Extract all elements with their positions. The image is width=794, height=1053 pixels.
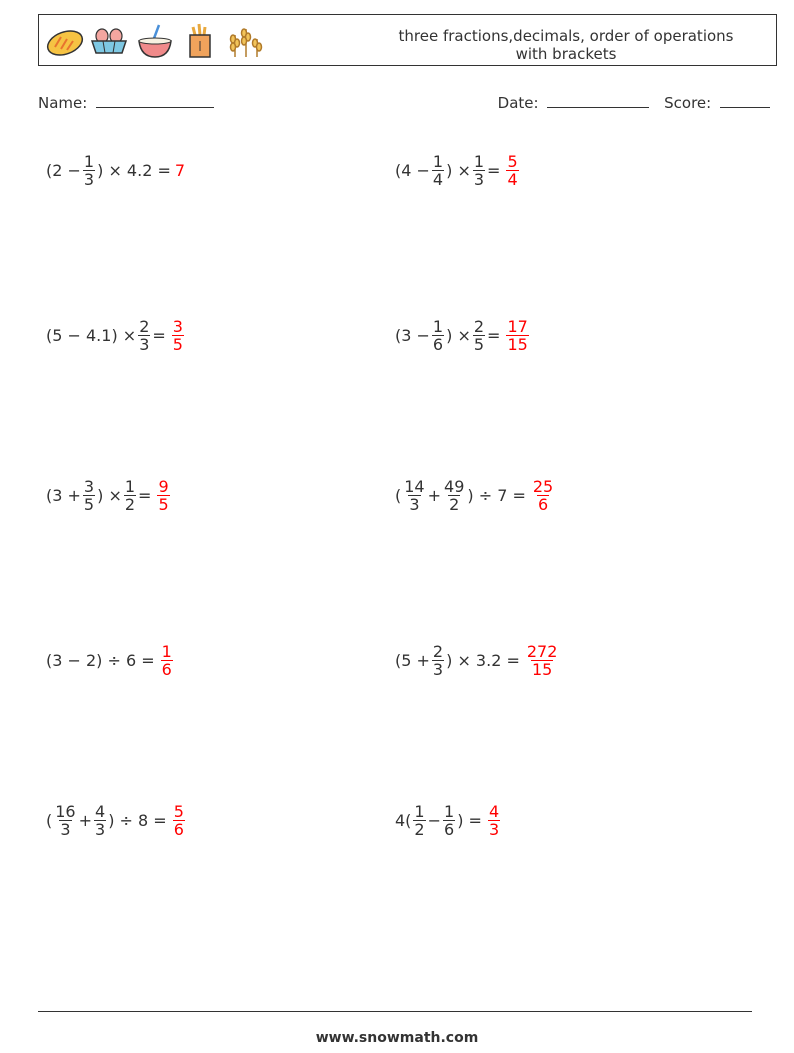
answer <box>532 478 554 513</box>
denominator: 15 <box>531 659 553 679</box>
mixing-bowl-icon <box>135 21 175 61</box>
denominator: 3 <box>409 494 420 514</box>
numerator: 1 <box>444 801 455 821</box>
expression-text: ) = <box>457 810 482 830</box>
egg-carton-icon <box>89 21 129 61</box>
problem-7 <box>46 638 175 682</box>
fraction <box>138 318 150 353</box>
denominator: 5 <box>172 334 183 354</box>
date-blank[interactable] <box>547 93 649 108</box>
numerator: 4 <box>488 801 500 821</box>
expression-text: ( <box>395 485 402 505</box>
numerator: 1 <box>161 641 172 661</box>
denominator: 3 <box>432 659 444 679</box>
expression-text: (4 − <box>395 160 430 180</box>
header-icons <box>43 21 273 61</box>
numerator: 1 <box>124 476 136 496</box>
numerator: 5 <box>173 801 184 821</box>
numerator: 1 <box>432 151 444 171</box>
numerator: 2 <box>139 316 150 336</box>
expression-text: (2 − <box>46 160 81 180</box>
numerator: 272 <box>526 641 558 661</box>
bakery-bag-icon <box>185 21 215 61</box>
denominator: 6 <box>537 494 549 514</box>
fraction <box>124 478 136 513</box>
numerator: 16 <box>55 801 76 821</box>
numerator: 2 <box>473 316 485 336</box>
name-field <box>38 93 214 112</box>
footer-site: www.snowmath.com <box>315 1030 479 1046</box>
numerator: 3 <box>83 476 95 496</box>
expression-text: = <box>138 485 152 505</box>
expression-text: (5 + <box>395 650 430 670</box>
problem-6 <box>395 473 556 517</box>
date-score-fields <box>498 93 770 112</box>
numerator: 25 <box>532 476 554 496</box>
numerator: 3 <box>172 316 183 336</box>
fraction <box>443 803 455 838</box>
answer <box>161 643 173 678</box>
name-blank[interactable] <box>96 93 214 108</box>
denominator: 5 <box>473 334 485 354</box>
expression-text: ) × <box>446 160 471 180</box>
worksheet-title <box>366 27 766 63</box>
expression-text: ) ÷ 7 = <box>467 485 526 505</box>
numerator: 1 <box>414 801 425 821</box>
expression-text: (3 + <box>46 485 81 505</box>
fraction <box>413 803 425 838</box>
score-blank[interactable] <box>720 93 770 108</box>
expression-text: ) × <box>446 325 471 345</box>
numerator: 1 <box>83 151 95 171</box>
fraction <box>443 478 465 513</box>
expression-text: 4( <box>395 810 412 830</box>
answer <box>172 318 184 353</box>
expression-text: ) ÷ 8 = <box>108 810 167 830</box>
denominator: 6 <box>432 334 444 354</box>
expression-text: = <box>487 160 501 180</box>
title-line-2: with brackets <box>515 45 617 63</box>
answer <box>488 803 500 838</box>
denominator: 6 <box>173 819 184 839</box>
numerator: 4 <box>95 801 106 821</box>
expression-text: − <box>427 810 442 830</box>
denominator: 3 <box>83 169 95 189</box>
footer-divider <box>38 1011 752 1012</box>
numerator: 17 <box>507 316 528 336</box>
problem-9 <box>46 798 187 842</box>
expression-text: ) × <box>97 485 122 505</box>
name-label: Name: <box>38 94 88 112</box>
fraction <box>83 478 95 513</box>
problem-4 <box>395 313 531 357</box>
expression-text: = <box>152 325 166 345</box>
answer <box>506 318 528 353</box>
fraction <box>432 643 444 678</box>
numerator: 2 <box>432 641 444 661</box>
expression-text: ) × 4.2 = <box>97 160 171 180</box>
denominator: 2 <box>124 494 136 514</box>
bread-icon <box>45 21 85 61</box>
answer <box>506 153 518 188</box>
denominator: 5 <box>158 494 169 514</box>
denominator: 3 <box>60 819 71 839</box>
denominator: 4 <box>507 169 518 189</box>
title-line-1: three fractions,decimals, order of operations <box>398 27 734 45</box>
answer <box>173 803 185 838</box>
numerator: 14 <box>404 476 425 496</box>
denominator: 4 <box>432 169 444 189</box>
denominator: 3 <box>473 169 485 189</box>
problem-1 <box>46 148 185 192</box>
denominator: 3 <box>488 819 500 839</box>
numerator: 9 <box>158 476 169 496</box>
fraction <box>432 153 444 188</box>
denominator: 15 <box>507 334 528 354</box>
answer <box>526 643 559 678</box>
answer <box>157 478 169 513</box>
wheat-icon <box>225 21 267 61</box>
denominator: 6 <box>444 819 455 839</box>
numerator: 1 <box>473 151 485 171</box>
expression-text: (5 − 4.1) × <box>46 325 137 345</box>
fraction <box>473 153 485 188</box>
denominator: 3 <box>139 334 150 354</box>
expression-text: ( <box>46 810 53 830</box>
score-label: Score: <box>664 94 712 112</box>
denominator: 5 <box>83 494 95 514</box>
denominator: 2 <box>449 494 460 514</box>
expression-text: + <box>427 485 442 505</box>
problem-2 <box>395 148 521 192</box>
numerator: 49 <box>444 476 465 496</box>
worksheet-header <box>38 14 777 66</box>
problem-5 <box>46 473 172 517</box>
problem-3 <box>46 313 186 357</box>
expression-text: = <box>487 325 501 345</box>
answer: 7 <box>174 160 186 180</box>
fraction <box>403 478 425 513</box>
expression-text: ) × 3.2 = <box>446 650 520 670</box>
fraction <box>54 803 76 838</box>
date-label: Date: <box>497 94 539 112</box>
denominator: 2 <box>414 819 425 839</box>
fraction <box>83 153 95 188</box>
expression-text: (3 − <box>395 325 430 345</box>
problem-8 <box>395 638 560 682</box>
numerator: 1 <box>432 316 444 336</box>
denominator: 3 <box>95 819 106 839</box>
fraction <box>94 803 106 838</box>
fraction <box>432 318 444 353</box>
numerator: 5 <box>507 151 518 171</box>
denominator: 6 <box>161 659 172 679</box>
expression-text: + <box>78 810 93 830</box>
expression-text: (3 − 2) ÷ 6 = <box>46 650 155 670</box>
fraction <box>473 318 485 353</box>
problem-10 <box>395 798 502 842</box>
